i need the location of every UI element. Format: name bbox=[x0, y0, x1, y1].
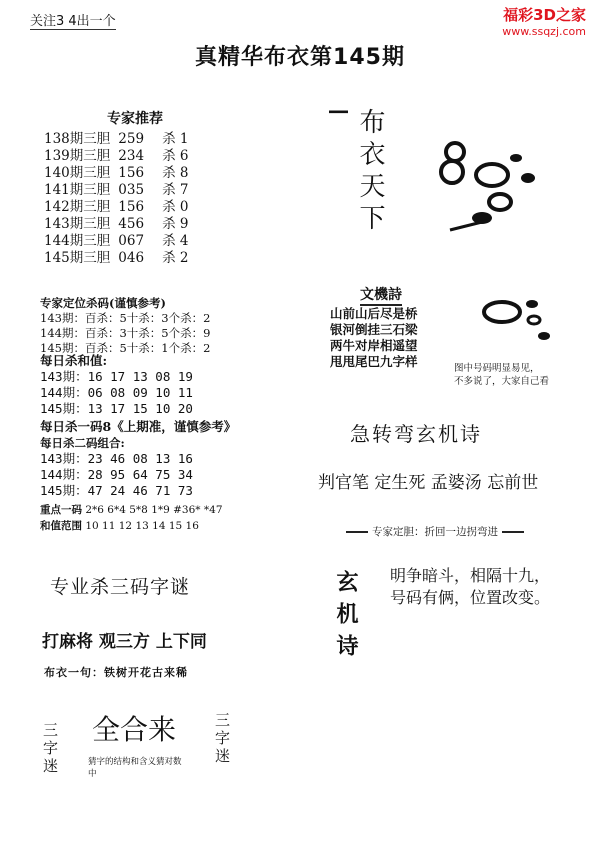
xuanji-line: 明争暗斗，相隔十九， bbox=[390, 566, 551, 585]
buyi-vertical-title: 布衣天下I bbox=[322, 108, 385, 236]
expert-kill: 杀 7 bbox=[162, 182, 189, 198]
brand-url: www.ssqzj.com bbox=[502, 25, 586, 38]
digit-8-bottom-circle bbox=[441, 161, 463, 183]
hint-line: 不多说了，大家自己看 bbox=[454, 376, 550, 387]
expert-nums: 046 bbox=[118, 250, 145, 266]
zero-shape bbox=[484, 302, 520, 322]
picture-puzzle-top bbox=[430, 130, 560, 240]
kill-two-row: 143期：23 46 08 13 16 bbox=[40, 451, 193, 466]
key-combo-label: 重点一码 bbox=[40, 504, 82, 516]
divider bbox=[502, 531, 524, 533]
stroke-shape bbox=[450, 220, 490, 230]
expert-nums: 035 bbox=[118, 182, 145, 198]
expert-period: 140期三胆 bbox=[44, 165, 111, 181]
expert-period: 142期三胆 bbox=[44, 199, 111, 215]
expert-nums: 456 bbox=[118, 216, 145, 232]
position-heading: 专家定位杀码(谨慎参考) bbox=[40, 296, 166, 310]
expert-section bbox=[40, 108, 230, 267]
blob-shape bbox=[510, 154, 522, 162]
blob-shape bbox=[526, 300, 538, 308]
riddle-poem-line: 判官笔 定生死 孟婆汤 忘前世 bbox=[318, 473, 539, 493]
sum-row: 144期：06 08 09 10 11 bbox=[40, 385, 193, 400]
ring-shape bbox=[528, 316, 540, 324]
expert-period: 143期三胆 bbox=[44, 216, 111, 232]
kill-two-heading: 每日杀二码组合: bbox=[40, 436, 125, 450]
wenji-line: 甩甩尾巴九字样 bbox=[330, 354, 418, 369]
sum-heading: 每日杀和值: bbox=[40, 353, 108, 368]
expert-row bbox=[40, 182, 192, 199]
sum-row: 143期：16 17 13 08 19 bbox=[40, 369, 193, 384]
expert-row bbox=[40, 148, 192, 165]
riddle-sub-line bbox=[346, 524, 546, 539]
key-combo-values: 2*6 6*4 5*8 1*9 #36* *47 bbox=[85, 504, 223, 516]
expert-row bbox=[40, 165, 192, 182]
three-riddle-left: 三字迷 bbox=[41, 722, 59, 776]
span-values: 10 11 12 13 14 15 16 bbox=[85, 520, 199, 532]
top-note: 关注3 4出一个 bbox=[30, 10, 116, 30]
position-row: 143期：百杀：5十杀：3个杀：2 bbox=[40, 311, 211, 325]
brand-watermark bbox=[502, 4, 586, 38]
expert-kill: 杀 0 bbox=[162, 199, 189, 215]
expert-period: 141期三胆 bbox=[44, 182, 111, 198]
sum-row: 145期：13 17 15 10 20 bbox=[40, 401, 193, 416]
expert-kill: 杀 4 bbox=[162, 233, 189, 249]
span-line bbox=[40, 518, 236, 534]
wenji-line: 两牛对岸相遥望 bbox=[330, 338, 418, 353]
wenji-heading: 文機詩 bbox=[360, 284, 402, 306]
expert-table bbox=[40, 131, 192, 267]
expert-period: 144期三胆 bbox=[44, 233, 111, 249]
wenji-section bbox=[330, 284, 418, 370]
expert-nums: 156 bbox=[118, 199, 145, 215]
key-combo bbox=[40, 502, 236, 518]
expert-nums: 234 bbox=[118, 148, 145, 164]
brand-name: 福彩3D之家 bbox=[503, 6, 586, 24]
expert-kill: 杀 9 bbox=[162, 216, 189, 232]
xuanji-line: 号码有俩，位置改变。 bbox=[390, 588, 551, 607]
expert-nums: 156 bbox=[118, 165, 145, 181]
picture-puzzle-bottom bbox=[470, 290, 570, 350]
xuanji-vertical-title: 玄机诗 bbox=[333, 570, 358, 666]
ring-shape bbox=[489, 194, 511, 210]
span-label: 和值范围 bbox=[40, 520, 82, 532]
wenji-line: 山前山后尽是桥 bbox=[330, 306, 418, 321]
expert-kill: 杀 6 bbox=[162, 148, 189, 164]
riddle-poem-heading: 急转弯玄机诗 bbox=[350, 422, 482, 446]
divider bbox=[346, 531, 368, 533]
expert-nums: 259 bbox=[118, 131, 145, 147]
blob-shape bbox=[538, 332, 550, 340]
hint-text bbox=[454, 362, 549, 388]
expert-row bbox=[40, 131, 192, 148]
position-section bbox=[40, 296, 210, 356]
expert-row bbox=[40, 233, 192, 250]
expert-heading: 专家推荐 bbox=[107, 111, 163, 127]
expert-period: 138期三胆 bbox=[44, 131, 111, 147]
three-riddle-caption: 猜字的结构和含义猜对数中 bbox=[88, 757, 182, 779]
expert-row bbox=[40, 216, 192, 233]
sum-section bbox=[40, 353, 236, 534]
kill-one-text: 每日杀一码8《上期准，谨慎参考》 bbox=[40, 419, 237, 434]
zero-shape bbox=[476, 164, 508, 186]
page-title: 真精华布衣第145期 bbox=[195, 45, 405, 70]
hint-line: 图中号码明显易见， bbox=[454, 363, 540, 374]
expert-kill: 杀 1 bbox=[162, 131, 189, 147]
three-riddle-right: 三字迷 bbox=[213, 712, 231, 766]
pro-line: 打麻将 观三方 上下同 bbox=[42, 632, 207, 652]
expert-row bbox=[40, 250, 192, 267]
expert-nums: 067 bbox=[118, 233, 145, 249]
pro-heading: 专业杀三码字谜 bbox=[50, 576, 191, 598]
expert-kill: 杀 8 bbox=[162, 165, 189, 181]
blob-shape bbox=[521, 173, 535, 183]
position-row: 145期：百杀：5十杀：1个杀：2 bbox=[40, 341, 211, 355]
expert-period: 139期三胆 bbox=[44, 148, 111, 164]
kill-two-row: 144期：28 95 64 75 34 bbox=[40, 467, 193, 482]
three-riddle-center: 全合来 bbox=[92, 713, 177, 746]
xuanji-text bbox=[390, 565, 550, 609]
kill-two-row: 145期：47 24 46 71 73 bbox=[40, 483, 193, 498]
expert-period: 145期三胆 bbox=[44, 250, 111, 266]
expert-row bbox=[40, 199, 192, 216]
expert-kill: 杀 2 bbox=[162, 250, 189, 266]
riddle-sub-text: 专家定胆：折回一边拐弯进 bbox=[372, 526, 498, 538]
wenji-line: 银河倒挂三石梁 bbox=[330, 322, 418, 337]
buyi-sentence: 布衣一句：铁树开花古来稀 bbox=[44, 666, 188, 679]
digit-8-top-circle bbox=[446, 143, 464, 161]
position-row: 144期：百杀：3十杀：5个杀：9 bbox=[40, 326, 211, 340]
